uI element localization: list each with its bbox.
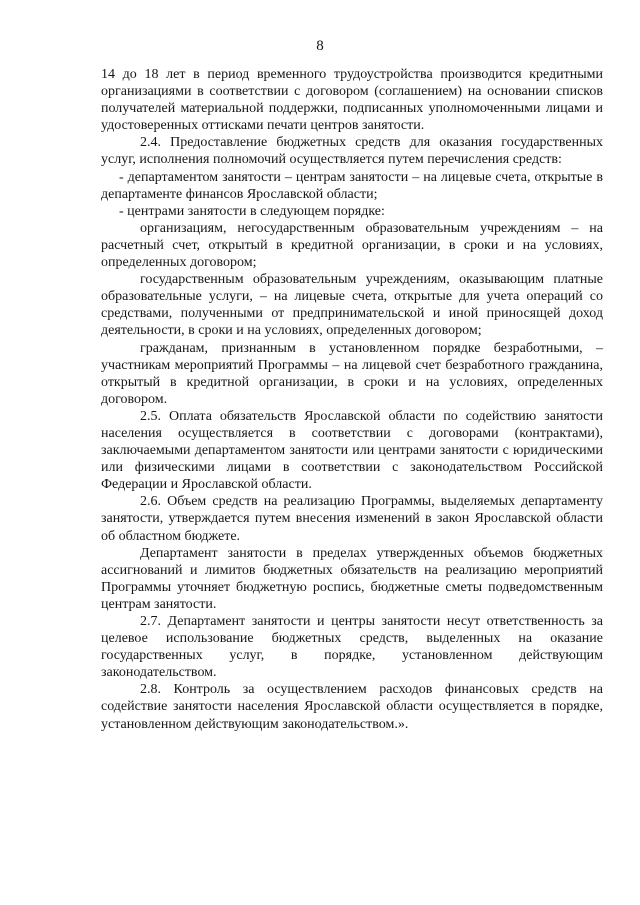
list-item-department: - департаментом занятости – центрам занятости – на лицевые счета, открытые в департаменте финансов Ярославской области; [101, 169, 603, 202]
page-number: 8 [316, 38, 324, 54]
paragraph-continuation: 14 до 18 лет в период временного трудоустройства производится кредитными организациями в соответствии с договором (соглашением) на основании списков получателей материальной поддержки, подписанных уполномоченными лицами и удостоверенных оттисками печати центров занятости. [101, 67, 603, 134]
paragraph-budget-allocations: Департамент занятости в пределах утвержденных объемов бюджетных ассигнований и лимитов бюджетных обязательств на реализацию мероприятий Программы уточняет бюджетную роспись, бюджетные сметы подведомственным центрам занятости. [101, 545, 603, 612]
paragraph-citizens: гражданам, признанным в установленном порядке безработными, – участникам мероприятий Программы – на лицевой счет безработного гражданина, открытый в кредитной организации, в сроки и на условиях, определенных договором. [101, 340, 603, 407]
list-item-centers: - центрами занятости в следующем порядке: [119, 203, 385, 219]
paragraph-2-6: 2.6. Объем средств на реализацию Программы, выделяемых департаменту занятости, утверждается путем внесения изменений в закон Ярославской области об областном бюджете. [101, 494, 603, 544]
paragraph-state-institutions: государственным образовательным учреждениям, оказывающим платные образовательные услуги, – на лицевые счета, открытые для учета операций со средствами, полученными от предпринимательской и иной приносящей доход деятельности, в сроки и на условиях, определенных договором; [101, 272, 603, 339]
paragraph-organizations: организациям, негосударственным образовательным учреждениям – на расчетный счет, открытый в кредитной организации, в сроки и на условиях, определенных договором; [101, 220, 603, 271]
document-body [101, 66, 603, 733]
paragraph-2-4: 2.4. Предоставление бюджетных средств для оказания государственных услуг, исполнения полномочий осуществляется путем перечисления средств: [101, 135, 603, 168]
paragraph-2-7: 2.7. Департамент занятости и центры занятости несут ответственность за целевое использование бюджетных средств, выделенных на оказание государственных услуг, в порядке, установленном действующим законодательством. [101, 614, 603, 681]
paragraph-2-5: 2.5. Оплата обязательств Ярославской области по содействию занятости населения осуществляется в соответствии с договорами (контрактами), заключаемыми департаментом занятости или центрами занятости с юридическими или физическими лицами в соответствии с законодательством Российской Федерации и Ярославской области. [101, 408, 603, 493]
paragraph-2-8: 2.8. Контроль за осуществлением расходов финансовых средств на содействие занятости населения Ярославской области осуществляется в порядке, установленном действующим законодательством.». [101, 682, 603, 732]
